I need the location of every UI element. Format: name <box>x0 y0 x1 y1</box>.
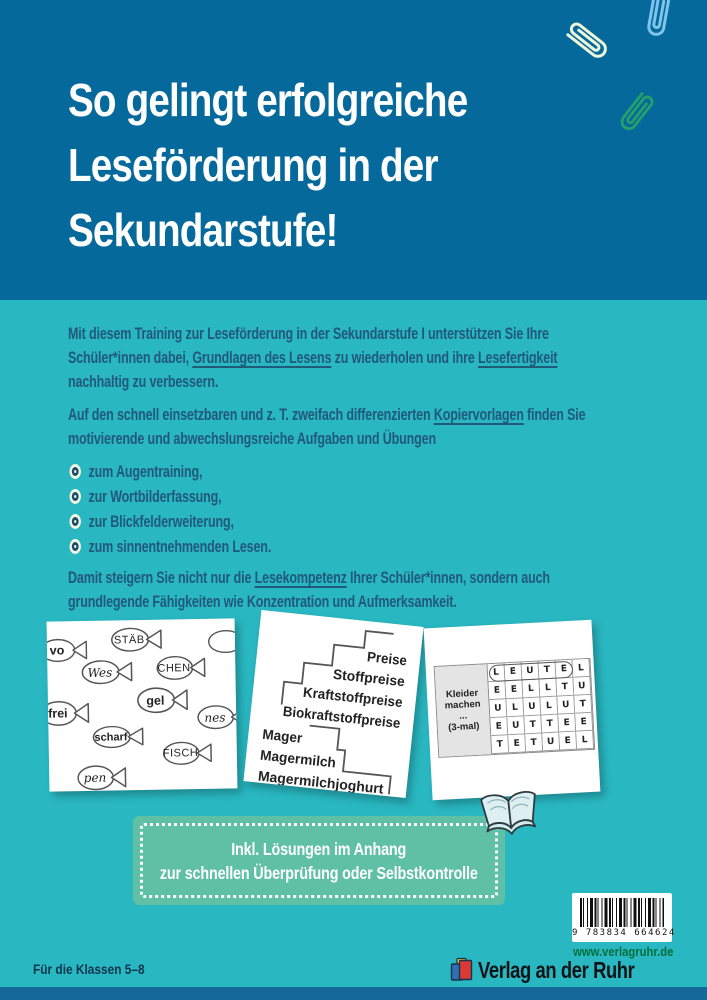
wordsearch-letter: U <box>542 733 560 752</box>
fish-shape <box>136 685 190 715</box>
wordsearch-letter: E <box>559 732 577 751</box>
stair-word: Stoffpreise <box>332 665 407 690</box>
p3-text: Damit steigern Sie nicht nur die <box>68 569 255 587</box>
paragraph-3 <box>68 566 600 614</box>
wordsearch-clue <box>435 664 493 757</box>
paragraph-1 <box>68 322 600 394</box>
wordsearch-letter: E <box>508 734 526 753</box>
fish-word: vo <box>49 643 65 658</box>
p2-text2: finden Sie motivierende und abwechslungsreiche Aufgaben und Übungen <box>68 406 586 448</box>
target-classes-label: Für die Klassen 5–8 <box>33 962 145 977</box>
wordsearch-letter: E <box>505 662 523 681</box>
fish-shape <box>196 703 237 731</box>
target-bullet-icon <box>70 514 81 529</box>
wordsearch-letter: U <box>507 716 525 735</box>
title-line-2: Leseförderung in der <box>68 139 438 191</box>
wordsearch-letter: T <box>539 661 557 680</box>
wordsearch-letter: E <box>505 680 523 699</box>
solutions-line-2: zur schnellen Überprüfung oder Selbstkontrolle <box>160 862 478 883</box>
wordsearch-letter: L <box>540 697 558 716</box>
bullet-list <box>68 460 600 559</box>
wordsearch-letter: T <box>491 735 509 754</box>
paragraph-2 <box>68 403 600 451</box>
wordsearch-letter: U <box>523 697 541 716</box>
clue-line: ... <box>458 710 468 722</box>
blurb-text <box>68 322 600 623</box>
fish-shape <box>76 763 128 791</box>
barcode-number: 9 783834 664624 <box>572 928 676 938</box>
worksheet-card-stairs <box>243 610 423 798</box>
fish-word: CHEN <box>157 661 191 675</box>
p1-text3: nachhaltig zu verbessern. <box>68 373 219 391</box>
wordsearch-letter: L <box>539 679 557 698</box>
wordsearch-letter: L <box>506 698 524 717</box>
wordsearch-letter: E <box>555 660 573 679</box>
title-line-1: So gelingt erfolgreiche <box>68 74 468 126</box>
fish-shape <box>80 658 134 686</box>
clue-line: machen <box>444 698 481 712</box>
stair-word: Magermilch <box>259 746 339 771</box>
bullet-text: zum sinnentnehmenden Lesen. <box>88 538 272 556</box>
wordsearch-letter: E <box>489 681 507 700</box>
wordsearch-letter: T <box>541 715 559 734</box>
bullet-text: zum Augentraining, <box>88 463 203 481</box>
fish-shape <box>110 626 164 654</box>
wordsearch-letter: E <box>490 717 508 736</box>
p1-text2: zu wiederholen und ihre <box>331 349 479 367</box>
worksheet-card-fish <box>47 618 238 791</box>
list-item <box>68 460 600 484</box>
fish-word: gel <box>146 693 165 708</box>
solutions-box-border <box>140 823 498 898</box>
p1-underlined-2: Lesefertigkeit <box>478 349 558 367</box>
target-bullet-icon <box>70 539 81 554</box>
stair-word: Biokraftstoffpreise <box>282 702 408 732</box>
barcode <box>572 893 676 942</box>
page-title <box>68 68 467 263</box>
paperclip-cream-icon <box>555 14 623 76</box>
p2-text: Auf den schnell einsetzbaren und z. T. zweifach differenzierten <box>68 406 434 424</box>
bottom-accent-bar <box>0 987 707 1000</box>
fish-word: pen <box>83 770 107 786</box>
wordsearch-letter: T <box>574 695 592 714</box>
fish-word: frei <box>47 706 68 721</box>
staircase-diagram <box>243 610 423 798</box>
p3-underlined: Lesekompetenz <box>254 569 347 587</box>
fish-shape <box>207 628 238 655</box>
p1-text: Mit diesem Training zur Leseförderung in der Sekundarstufe I unterstützen Sie Ihre Schüler*innen dabei, <box>68 325 549 367</box>
list-item <box>68 535 600 559</box>
paperclip-green-icon <box>603 82 661 146</box>
fish-word: Wes <box>87 665 113 680</box>
list-item <box>68 485 600 509</box>
wordsearch-letter: E <box>575 713 593 732</box>
p2-underlined: Kopiervorlagen <box>433 406 524 424</box>
wordsearch-letter: U <box>489 699 507 718</box>
target-bullet-icon <box>70 464 81 479</box>
fish-shape <box>162 740 214 767</box>
stair-word: Kraftstoffpreise <box>302 683 408 711</box>
bullet-text: zur Blickfelderweiterung, <box>88 513 234 531</box>
wordsearch-letter: T <box>525 733 543 752</box>
publisher-website: www.verlagruhr.de <box>572 945 673 959</box>
worksheet-card-wordsearch <box>424 620 601 801</box>
wordsearch-letter: U <box>573 677 591 696</box>
publisher-logo <box>450 956 674 984</box>
books-logo-icon <box>450 956 474 984</box>
wordsearch-letter: T <box>524 715 542 734</box>
wordsearch-letter: E <box>558 714 576 733</box>
stair-word: Magermilchjoghurt <box>257 767 385 797</box>
fish-word: nes <box>204 710 226 725</box>
target-bullet-icon <box>70 489 81 504</box>
fish-word: FISCH <box>162 747 199 760</box>
wordsearch-letter: U <box>522 662 540 681</box>
wordsearch-letter: L <box>522 680 540 699</box>
wordsearch-letter: L <box>488 663 506 682</box>
barcode-bars <box>580 898 664 927</box>
fish-word: scharf <box>94 730 128 744</box>
fish-shape <box>47 699 92 728</box>
list-item <box>68 510 600 534</box>
wordsearch-letter: L <box>576 731 594 750</box>
fish-shape <box>91 724 145 750</box>
clue-line: (3-mal) <box>447 720 480 734</box>
stair-word: Preise <box>366 648 410 669</box>
paperclip-blue-icon <box>635 0 675 51</box>
wordsearch-letter: T <box>556 678 574 697</box>
wordsearch-letter: U <box>557 696 575 715</box>
title-line-3: Sekundarstufe! <box>68 204 338 256</box>
fish-word: STÄB <box>113 633 145 646</box>
p1-underlined-1: Grundlagen des Lesens <box>192 349 332 367</box>
header-band <box>0 0 707 300</box>
open-book-icon <box>475 785 545 848</box>
clue-line: Kleider <box>445 687 479 701</box>
solutions-line-1: Inkl. Lösungen im Anhang <box>231 838 407 859</box>
wordsearch-table <box>434 658 596 758</box>
wordsearch-letter: L <box>572 659 590 678</box>
wordsearch-gridbox <box>488 659 595 754</box>
bullet-text: zur Wortbilderfassung, <box>88 488 222 506</box>
stair-word: Mager <box>261 725 305 747</box>
solutions-box <box>133 816 505 905</box>
fish-shape <box>155 654 207 682</box>
publisher-name: Verlag an der Ruhr <box>478 956 635 983</box>
p3-text2: Ihrer Schüler*innen, sondern auch grundlegende Fähigkeiten wie Konzentration und Aufmerksamkeit. <box>68 569 550 611</box>
